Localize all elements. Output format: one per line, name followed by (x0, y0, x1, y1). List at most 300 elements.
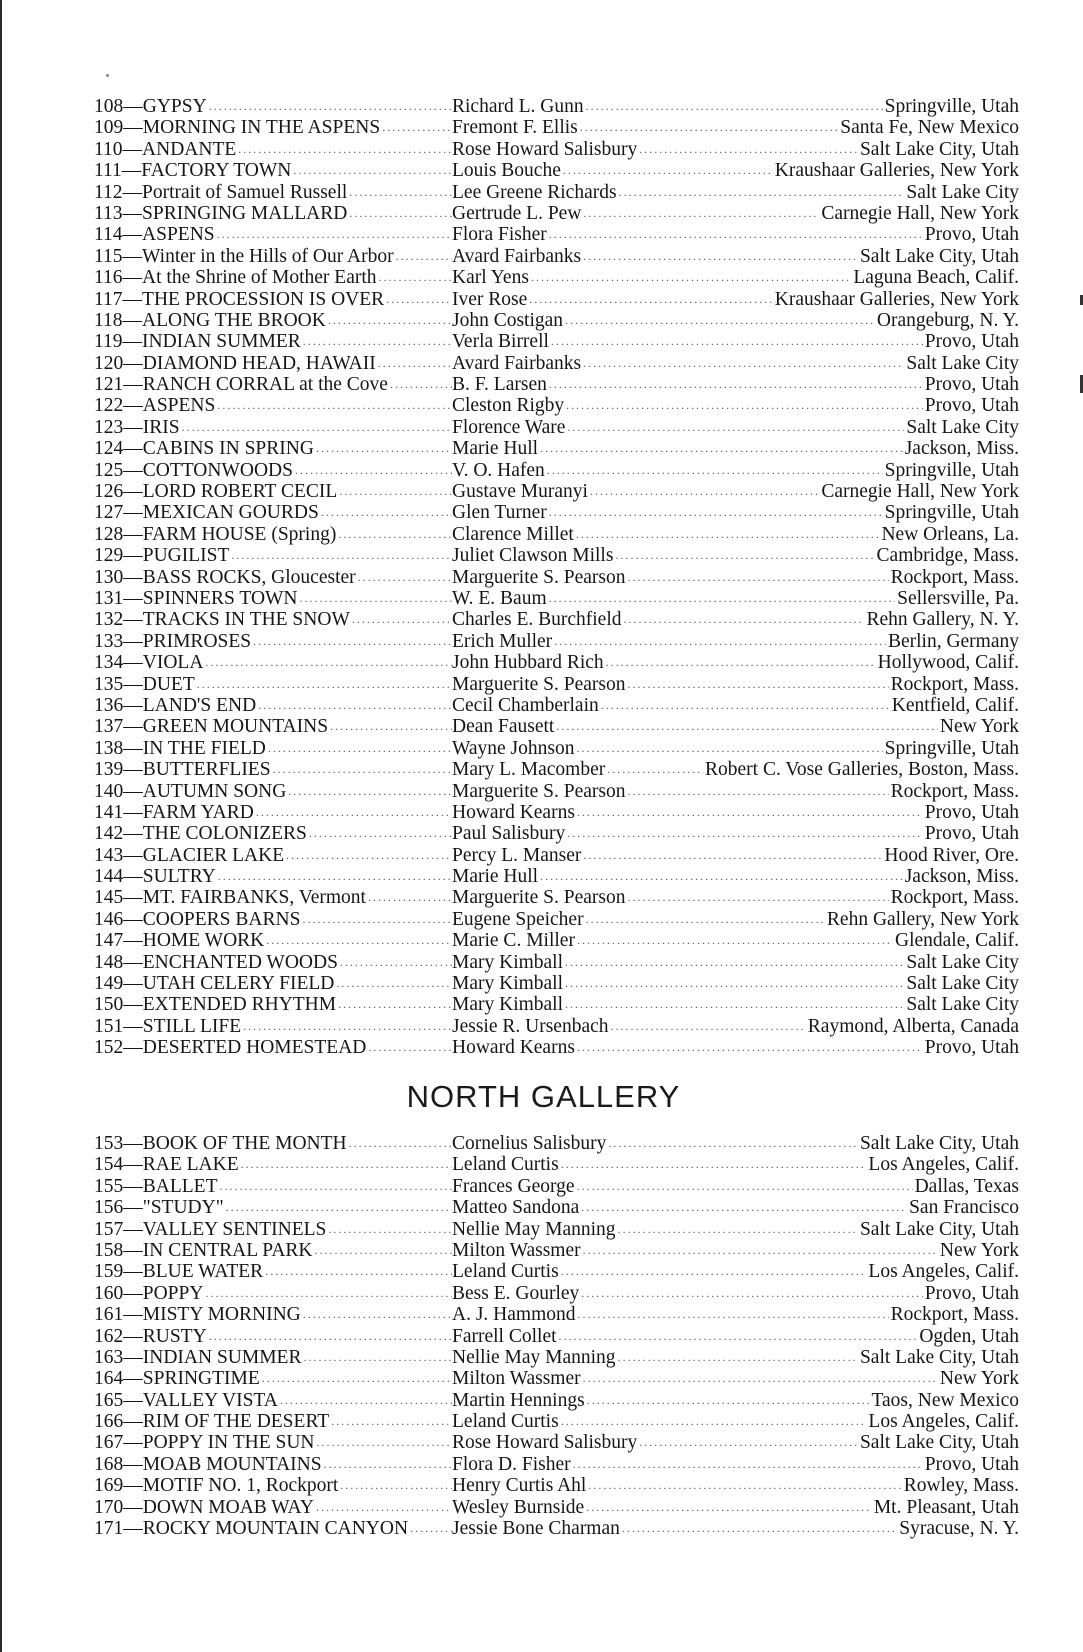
entry-artist: Bess E. Gourley (452, 1282, 580, 1304)
catalog-entry (94, 374, 1019, 395)
dot-leader (303, 331, 452, 352)
dot-leader (580, 117, 839, 138)
dot-leader (205, 1283, 452, 1304)
entry-artist: Mary L. Macomber (452, 759, 606, 781)
entry-title-cell (94, 1197, 452, 1218)
entry-title-cell (94, 417, 452, 438)
dot-leader (586, 1497, 872, 1518)
entry-title: 155—BALLET (94, 1175, 218, 1197)
entry-title: 110—ANDANTE (94, 138, 237, 160)
dot-leader (583, 246, 858, 267)
entry-title-cell (94, 460, 452, 481)
entry-artist-cell (452, 567, 889, 588)
entry-title: 140—AUTUMN SONG (94, 780, 287, 802)
entry-artist-cell (452, 460, 883, 481)
entry-artist: Howard Kearns (452, 1037, 575, 1059)
entry-artist: Rose Howard Salisbury (452, 1432, 638, 1454)
entry-location: Rockport, Mass. (890, 673, 1019, 695)
entry-title-cell (94, 1037, 452, 1058)
entry-title-cell (94, 1240, 452, 1261)
dot-leader (288, 781, 452, 802)
entry-artist-cell (452, 117, 838, 138)
entry-location: Salt Lake City, Utah (859, 245, 1019, 267)
dot-leader (583, 203, 819, 224)
entry-title-cell (94, 973, 452, 994)
entry-title-cell (94, 1390, 452, 1411)
entry-artist-cell (452, 502, 883, 523)
entry-artist: Gustave Muranyi (452, 481, 588, 503)
entry-artist: Clarence Millet (452, 523, 574, 545)
entry-artist: Farrell Collet (452, 1325, 557, 1347)
entry-title-cell (94, 695, 452, 716)
catalog-entry (94, 1304, 1019, 1325)
entry-title-cell (94, 1518, 452, 1539)
entry-title-cell (94, 1176, 452, 1197)
entry-artist-cell (452, 738, 883, 759)
entry-location: Ogden, Utah (919, 1325, 1019, 1347)
entry-location: Cambridge, Mass. (876, 545, 1019, 567)
entry-title: 135—DUET (94, 673, 195, 695)
dot-leader (577, 1037, 923, 1058)
entry-artist: Marie Hull (452, 866, 539, 888)
catalog-entry (94, 417, 1019, 438)
dot-leader (627, 781, 888, 802)
catalog-entry (94, 887, 1019, 908)
entry-artist: Avard Fairbanks (452, 352, 582, 374)
entry-artist: Mary Kimball (452, 973, 564, 995)
entry-title: 162—RUSTY (94, 1325, 207, 1347)
entry-artist: Iver Rose (452, 288, 528, 310)
dot-leader (197, 674, 452, 695)
dot-leader (217, 395, 452, 416)
entry-location: Kentfield, Calif. (891, 694, 1019, 716)
entry-location: Glendale, Calif. (895, 930, 1019, 952)
entry-location: Salt Lake City (906, 973, 1019, 995)
dot-leader (563, 160, 773, 181)
catalog-entry (94, 1176, 1019, 1197)
dot-leader (618, 1347, 858, 1368)
entry-title-cell (94, 117, 452, 138)
entry-artist-cell (452, 139, 858, 160)
entry-title-cell (94, 930, 452, 951)
dot-leader (205, 652, 452, 673)
entry-title-cell (94, 289, 452, 310)
entry-title-cell (94, 438, 452, 459)
entry-artist: B. F. Larsen (452, 374, 547, 396)
dot-leader (529, 289, 772, 310)
catalog-entry (94, 930, 1019, 951)
dot-leader (624, 609, 865, 630)
entry-artist: Glen Turner (452, 502, 547, 524)
entry-title-cell (94, 674, 452, 695)
entry-artist-cell (452, 823, 923, 844)
entry-location: Springville, Utah (884, 737, 1019, 759)
catalog-entry (94, 1154, 1019, 1175)
entry-artist: Florence Ware (452, 416, 566, 438)
entry-title: 129—PUGILIST (94, 545, 230, 567)
dot-leader (573, 1454, 923, 1475)
dot-leader (583, 1368, 938, 1389)
entry-title: 151—STILL LIFE (94, 1015, 242, 1037)
entry-artist: Charles E. Burchfield (452, 609, 622, 631)
entry-title-cell (94, 1016, 452, 1037)
entry-title-cell (94, 952, 452, 973)
dot-leader (577, 930, 893, 951)
entry-artist: Percy L. Manser (452, 844, 582, 866)
entry-title: 128—FARM HOUSE (Spring) (94, 523, 337, 545)
catalog-entry (94, 502, 1019, 523)
catalog-entry (94, 1326, 1019, 1347)
entry-title-cell (94, 887, 452, 908)
entry-artist: Nellie May Manning (452, 1346, 616, 1368)
catalog-entry (94, 1261, 1019, 1282)
entry-location: Salt Lake City (906, 994, 1019, 1016)
entry-title: 150—EXTENDED RHYTHM (94, 994, 337, 1016)
entry-location: Rockport, Mass. (890, 566, 1019, 588)
entry-title-cell (94, 802, 452, 823)
catalog-entry (94, 738, 1019, 759)
dot-leader (209, 1326, 452, 1347)
entry-artist-cell (452, 909, 825, 930)
entry-title: 154—RAE LAKE (94, 1154, 239, 1176)
entry-artist: Erich Muller (452, 630, 553, 652)
entry-location: New York (939, 716, 1019, 738)
dot-leader (540, 866, 903, 887)
entry-artist-cell (452, 524, 879, 545)
dot-leader (396, 246, 452, 267)
entry-title: 114—ASPENS (94, 224, 215, 246)
entry-artist-cell (452, 374, 923, 395)
entry-location: Provo, Utah (924, 1453, 1019, 1475)
dot-leader (382, 117, 452, 138)
entry-title-cell (94, 1326, 452, 1347)
entry-artist: John Costigan (452, 309, 564, 331)
entry-location: Los Angeles, Calif. (868, 1411, 1019, 1433)
dot-leader (565, 310, 875, 331)
dot-leader (547, 460, 883, 481)
dot-leader (321, 502, 452, 523)
catalog-entry (94, 246, 1019, 267)
entry-title: 153—BOOK OF THE MONTH (94, 1133, 347, 1154)
catalog-entry (94, 567, 1019, 588)
catalog-entry (94, 117, 1019, 138)
entry-title: 115—Winter in the Hills of Our Arbor (94, 245, 394, 267)
section-heading: NORTH GALLERY (406, 1079, 681, 1114)
catalog-entry (94, 139, 1019, 160)
dot-leader (567, 417, 904, 438)
entry-title-cell (94, 1411, 452, 1432)
entry-title: 139—BUTTERFLIES (94, 759, 271, 781)
dot-leader (256, 802, 452, 823)
entry-title: 117—THE PROCESSION IS OVER (94, 288, 385, 310)
entry-artist-cell (452, 866, 903, 887)
entry-title-cell (94, 267, 452, 288)
entry-title: 145—MT. FAIRBANKS, Vermont (94, 887, 366, 909)
entry-title-cell (94, 1475, 452, 1496)
entry-artist: John Hubbard Rich (452, 652, 604, 674)
entry-title: 165—VALLEY VISTA (94, 1389, 278, 1411)
entry-title: 108—GYPSY (94, 96, 207, 117)
catalog-entry (94, 652, 1019, 673)
entry-title-cell (94, 1133, 452, 1154)
entry-artist-cell (452, 609, 864, 630)
dot-leader (309, 823, 452, 844)
entry-artist-cell (452, 973, 904, 994)
entry-artist: Cleston Rigby (452, 395, 565, 417)
entry-title: 132—TRACKS IN THE SNOW (94, 609, 350, 631)
dot-leader (608, 1133, 858, 1154)
entry-artist-cell (452, 1432, 858, 1453)
dot-leader (340, 1475, 452, 1496)
dot-leader (253, 631, 452, 652)
catalog-entry (94, 823, 1019, 844)
entry-artist-cell (452, 1176, 913, 1197)
entry-artist: Milton Wassmer (452, 1368, 581, 1390)
entry-artist-cell (452, 1368, 938, 1389)
entry-location: Los Angeles, Calif. (868, 1261, 1019, 1283)
dot-leader (559, 1326, 918, 1347)
entry-location: Rockport, Mass. (890, 780, 1019, 802)
dot-leader (265, 1261, 452, 1282)
entry-location: New York (939, 1239, 1019, 1261)
dot-leader (330, 716, 452, 737)
catalog-entry (94, 160, 1019, 181)
entry-title: 168—MOAB MOUNTAINS (94, 1453, 322, 1475)
catalog-entry (94, 524, 1019, 545)
entry-title: 131—SPINNERS TOWN (94, 587, 298, 609)
entry-artist-cell (452, 481, 819, 502)
dot-leader (293, 160, 452, 181)
entry-artist: Cornelius Salisbury (452, 1133, 607, 1154)
dot-leader (243, 1016, 452, 1037)
dot-leader (302, 909, 452, 930)
entry-location: Springville, Utah (884, 96, 1019, 117)
dot-leader (231, 545, 452, 566)
dot-leader (567, 823, 923, 844)
dot-leader (551, 331, 923, 352)
entry-title-cell (94, 1454, 452, 1475)
entry-artist-cell (452, 1304, 889, 1325)
entry-location: Jackson, Miss. (904, 866, 1019, 888)
entry-title: 152—DESERTED HOMESTEAD (94, 1037, 367, 1059)
entry-artist-cell (452, 802, 923, 823)
catalog-entry (94, 203, 1019, 224)
catalog-entry (94, 481, 1019, 502)
entry-title: 130—BASS ROCKS, Gloucester (94, 566, 356, 588)
entry-artist: A. J. Hammond (452, 1304, 576, 1326)
dot-leader (379, 267, 452, 288)
entry-location: Carnegie Hall, New York (821, 481, 1019, 503)
entry-artist-cell (452, 887, 889, 908)
dot-leader (182, 417, 452, 438)
entry-artist-cell (452, 695, 890, 716)
catalog-entry (94, 759, 1019, 780)
dot-leader (226, 1197, 452, 1218)
catalog-entry (94, 1037, 1019, 1058)
entry-location: Salt Lake City (906, 352, 1019, 374)
entry-artist-cell (452, 1037, 923, 1058)
entry-artist: Karl Yens (452, 267, 529, 289)
entry-artist-cell (452, 588, 895, 609)
catalog-entry (94, 609, 1019, 630)
entry-artist: Eugene Speicher (452, 908, 584, 930)
entry-title: 134—VIOLA (94, 652, 204, 674)
catalog-entry (94, 182, 1019, 203)
entry-location: Salt Lake City, Utah (859, 1432, 1019, 1454)
entry-title: 170—DOWN MOAB WAY (94, 1496, 314, 1518)
entry-artist: V. O. Hafen (452, 459, 545, 481)
entry-artist-cell (452, 1283, 923, 1304)
dot-leader (549, 374, 923, 395)
catalog-entry (94, 224, 1019, 245)
dot-leader (258, 695, 452, 716)
dot-leader (615, 545, 874, 566)
dot-leader (338, 994, 452, 1015)
entry-artist: Marie Hull (452, 438, 539, 460)
entry-artist: Lee Greene Richards (452, 181, 617, 203)
entry-location: New Orleans, La. (881, 523, 1019, 545)
entry-artist-cell (452, 1197, 907, 1218)
dot-leader (316, 438, 452, 459)
entry-title-cell (94, 1304, 452, 1325)
stray-mark (106, 74, 109, 77)
entry-artist-cell (452, 203, 819, 224)
entry-artist-cell (452, 1016, 806, 1037)
dot-leader (583, 353, 904, 374)
entry-artist: Louis Bouche (452, 160, 561, 182)
entry-artist-cell (452, 417, 904, 438)
entry-location: Springville, Utah (884, 502, 1019, 524)
entry-artist-cell (452, 716, 938, 737)
entry-title: 125—COTTONWOODS (94, 459, 293, 481)
entry-artist: Wesley Burnside (452, 1496, 585, 1518)
entry-title-cell (94, 224, 452, 245)
entry-artist-cell (452, 224, 923, 245)
dot-leader (358, 567, 452, 588)
entry-title-cell (94, 374, 452, 395)
entry-artist-cell (452, 952, 904, 973)
entry-artist: Mary Kimball (452, 951, 564, 973)
entry-location: Provo, Utah (924, 331, 1019, 353)
entry-title: 122—ASPENS (94, 395, 216, 417)
entry-artist-cell (452, 1454, 923, 1475)
dot-leader (588, 1475, 901, 1496)
entry-title: 118—ALONG THE BROOK (94, 309, 326, 331)
dot-leader (578, 1304, 889, 1325)
entry-artist: Jessie R. Ursenbach (452, 1015, 609, 1037)
entry-artist: Leland Curtis (452, 1261, 559, 1283)
entry-location: Sellersville, Pa. (897, 587, 1019, 609)
catalog-entry (94, 1368, 1019, 1389)
entry-title-cell (94, 1347, 452, 1368)
dot-leader (378, 353, 452, 374)
entry-title-cell (94, 1432, 452, 1453)
entry-location: Hood River, Ore. (884, 844, 1019, 866)
dot-leader (601, 695, 890, 716)
entry-title: 137—GREEN MOUNTAINS (94, 716, 329, 738)
entry-location: Laguna Beach, Calif. (853, 267, 1019, 289)
entry-artist-cell (452, 1261, 866, 1282)
dot-leader (328, 310, 452, 331)
entry-location: Salt Lake City (906, 416, 1019, 438)
entry-artist: Matteo Sandona (452, 1197, 580, 1219)
dot-leader (611, 1016, 806, 1037)
entry-location: Provo, Utah (924, 374, 1019, 396)
entry-artist: Marguerite S. Pearson (452, 887, 626, 909)
entry-artist-cell (452, 781, 889, 802)
entry-artist-cell (452, 1475, 902, 1496)
entry-title-cell (94, 395, 452, 416)
catalog-entry (94, 1497, 1019, 1518)
entry-title-cell (94, 845, 452, 866)
dot-leader (549, 224, 923, 245)
dot-leader (590, 481, 819, 502)
dot-leader (241, 1154, 452, 1175)
entry-title: 163—INDIAN SUMMER (94, 1346, 302, 1368)
entry-artist-cell (452, 331, 923, 352)
catalog-entry (94, 460, 1019, 481)
entry-title-cell (94, 331, 452, 352)
entry-artist: Henry Curtis Ahl (452, 1475, 587, 1497)
dot-leader (218, 866, 452, 887)
artwork-list-main (94, 96, 1019, 1059)
catalog-entry (94, 952, 1019, 973)
entry-artist-cell (452, 652, 876, 673)
entry-artist-cell (452, 759, 703, 780)
entry-location: Hollywood, Calif. (877, 652, 1019, 674)
entry-location: Provo, Utah (924, 395, 1019, 417)
catalog-entry (94, 545, 1019, 566)
entry-title: 124—CABINS IN SPRING (94, 438, 314, 460)
dot-leader (340, 952, 452, 973)
catalog-entry (94, 267, 1019, 288)
catalog-entry (94, 438, 1019, 459)
entry-title-cell (94, 502, 452, 523)
entry-artist-cell (452, 1240, 938, 1261)
dot-leader (410, 1518, 452, 1539)
dot-leader (349, 1133, 452, 1154)
entry-title: 127—MEXICAN GOURDS (94, 502, 319, 524)
entry-title: 138—IN THE FIELD (94, 737, 266, 759)
entry-artist: Paul Salisbury (452, 823, 566, 845)
entry-title-cell (94, 781, 452, 802)
entry-location: Provo, Utah (924, 801, 1019, 823)
dot-leader (315, 1240, 453, 1261)
entry-location: Rockport, Mass. (890, 1304, 1019, 1326)
entry-artist-cell (452, 182, 904, 203)
dot-leader (262, 1368, 452, 1389)
entry-title-cell (94, 1283, 452, 1304)
entry-artist: Nellie May Manning (452, 1218, 616, 1240)
entry-title: 157—VALLEY SENTINELS (94, 1218, 327, 1240)
entry-title-cell (94, 310, 452, 331)
entry-artist: W. E. Baum (452, 587, 547, 609)
catalog-entry (94, 1197, 1019, 1218)
dot-leader (349, 182, 452, 203)
entry-title-cell (94, 182, 452, 203)
entry-title-cell (94, 866, 452, 887)
entry-location: Orangeburg, N. Y. (876, 309, 1019, 331)
catalog-entry (94, 1390, 1019, 1411)
entry-title-cell (94, 203, 452, 224)
entry-artist: Marguerite S. Pearson (452, 566, 626, 588)
entry-title-cell (94, 246, 452, 267)
entry-title-cell (94, 1261, 452, 1282)
dot-leader (627, 887, 888, 908)
entry-location: Provo, Utah (924, 1037, 1019, 1059)
dot-leader (209, 96, 452, 117)
entry-title: 112—Portrait of Samuel Russell (94, 181, 348, 203)
